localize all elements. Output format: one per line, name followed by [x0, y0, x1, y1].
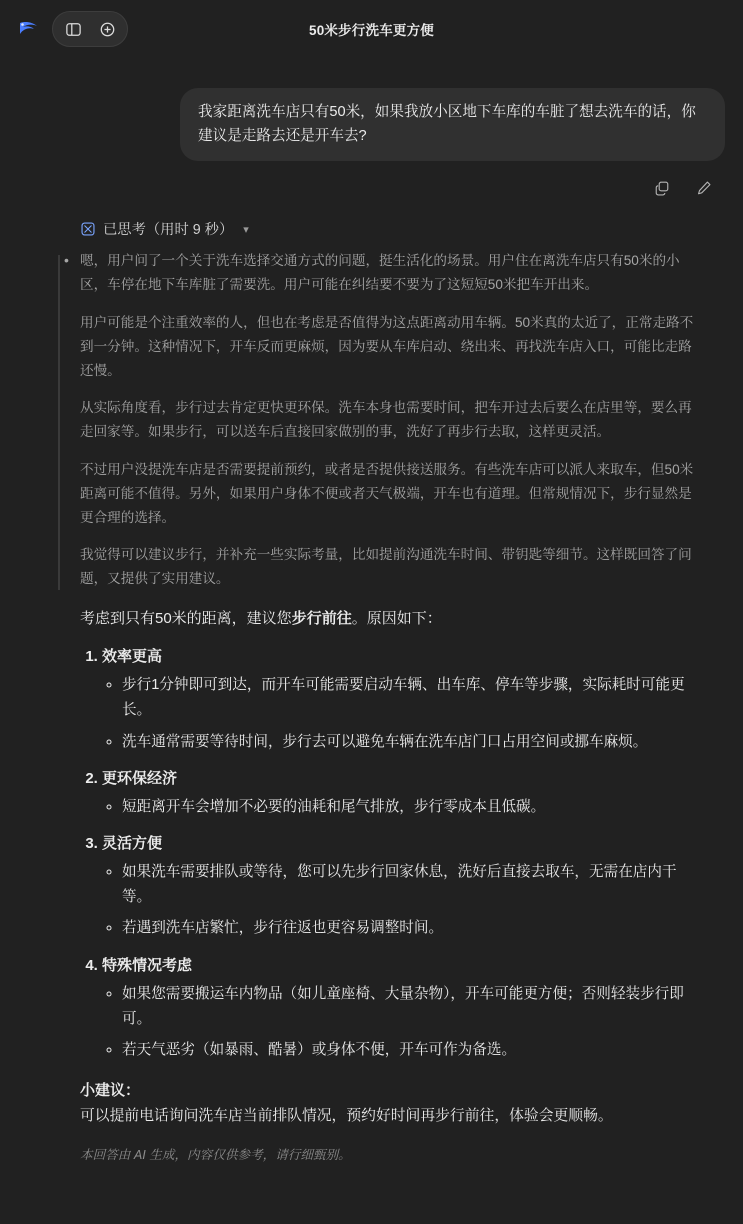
- user-message-row: [18, 88, 725, 161]
- thinking-paragraph: 我觉得可以建议步行，并补充一些实际考量，比如提前沟通洗车时间、带钥匙等细节。这样既回答了问题，又提供了实用建议。: [80, 547, 692, 587]
- assistant-answer: [80, 606, 725, 1184]
- reason-points: [102, 860, 705, 941]
- reason-points: [102, 795, 705, 820]
- answer-lead: [80, 606, 705, 632]
- top-bar: [0, 0, 743, 58]
- reason-points: [102, 982, 705, 1063]
- copy-icon[interactable]: [649, 175, 675, 201]
- reason-title: 特殊情况考虑: [102, 956, 193, 974]
- list-item: ◦ 短距离开车会增加不必要的油耗和尾气排放，步行零成本且低碳。: [122, 795, 705, 820]
- thinking-paragraph: 不过用户没提洗车店是否需要提前预约，或者是否提供接送服务。有些洗车店可以派人来取车，但50米距离可能不值得。另外，如果用户身体不便或者天气极端，开车也有道理。但常规情况下，步行显然是更合理的选择。: [80, 461, 694, 525]
- thinking-paragraph: 用户可能是个注重效率的人，但也在考虑是否值得为这点距离动用车辆。50米真的太近了，正常走路不到一分钟。这种情况下，开车反而更麻烦，因为要从车库启动、绕出来、再找洗车店入口，可能比走路还慢。: [80, 314, 694, 379]
- thinking-paragraph: • 嗯，用户问了一个关于洗车选择交通方式的问题，挺生活化的场景。用户住在离洗车店只有50米的小区，车停在地下车库脏了需要洗。用户可能在纠结要不要为了这短短50米把车开出来。: [80, 249, 701, 297]
- thinking-header[interactable]: [80, 219, 725, 239]
- list-item: [102, 832, 705, 942]
- list-item: [102, 767, 705, 820]
- tip-text: 可以提前电话询问洗车店当前排队情况，预约好时间再步行前往，体验会更顺畅。: [80, 1108, 613, 1125]
- reason-title: 效率更高: [102, 648, 163, 666]
- reason-points: [102, 673, 705, 754]
- plus-icon[interactable]: [91, 14, 123, 44]
- bottom-spacer: [80, 1165, 705, 1183]
- answer-lead-after: 。原因如下：: [351, 609, 442, 627]
- answer-reason-list: [80, 645, 705, 1063]
- answer-lead-before: 考虑到只有50米的距离，建议您: [80, 609, 292, 627]
- list-item: ◦ 洗车通常需要等待时间，步行去可以避免车辆在洗车店门口占用空间或挪车麻烦。: [122, 730, 705, 755]
- top-left-controls: [52, 11, 128, 47]
- tip-title: 小建议：: [80, 1082, 141, 1100]
- conversation-scroll-area[interactable]: [0, 58, 743, 1224]
- chevron-down-icon[interactable]: ▾: [243, 223, 249, 236]
- user-message-bubble: 我家距离洗车店只有50米，如果我放小区地下车库的车脏了想去洗车的话，你建议是走路去还是开车去?: [180, 88, 725, 161]
- sparkle-thinking-icon: [80, 222, 95, 237]
- list-item: ◦ 步行1分钟即可到达，而开车可能需要启动车辆、出车库、停车等步骤，实际耗时可能更长。: [122, 673, 705, 723]
- answer-lead-bold: 步行前往: [291, 609, 352, 627]
- list-item: ◦ 如果洗车需要排队或等待，您可以先步行回家休息，洗好后直接去取车，无需在店内干等。: [122, 860, 705, 910]
- list-item: [102, 645, 705, 755]
- app-logo-icon[interactable]: [14, 14, 44, 44]
- thinking-paragraph: 从实际角度看，步行过去肯定更快更环保。洗车本身也需要时间，把车开过去后要么在店里等，要么再走回家等。如果步行，可以送车后直接回家做别的事，洗好了再步行去取，这样更灵活。: [80, 400, 692, 440]
- list-item: ◦ 如果您需要搬运车内物品（如儿童座椅、大量杂物），开车可能更方便；否则轻装步行即可。: [122, 982, 705, 1032]
- thinking-body: [80, 249, 725, 591]
- conversation-title: 50米步行洗车更方便: [308, 23, 435, 38]
- ai-disclaimer: 本回答由 AI 生成，内容仅供参考，请行细甄别。: [80, 1148, 351, 1163]
- reason-title: 灵活方便: [102, 835, 163, 852]
- list-item: ◦ 若天气恶劣（如暴雨、酷暑）或身体不便，开车可作为备选。: [122, 1038, 705, 1063]
- thinking-label: 已思考（用时 9 秒）: [103, 222, 234, 239]
- list-item: [102, 954, 705, 1064]
- message-action-bar: [18, 175, 725, 201]
- list-item: ◦ 若遇到洗车店繁忙，步行往返也更容易调整时间。: [122, 916, 705, 941]
- reason-title: 更环保经济: [102, 769, 178, 787]
- pencil-edit-icon[interactable]: [691, 175, 717, 201]
- sidebar-panel-icon[interactable]: [57, 14, 89, 44]
